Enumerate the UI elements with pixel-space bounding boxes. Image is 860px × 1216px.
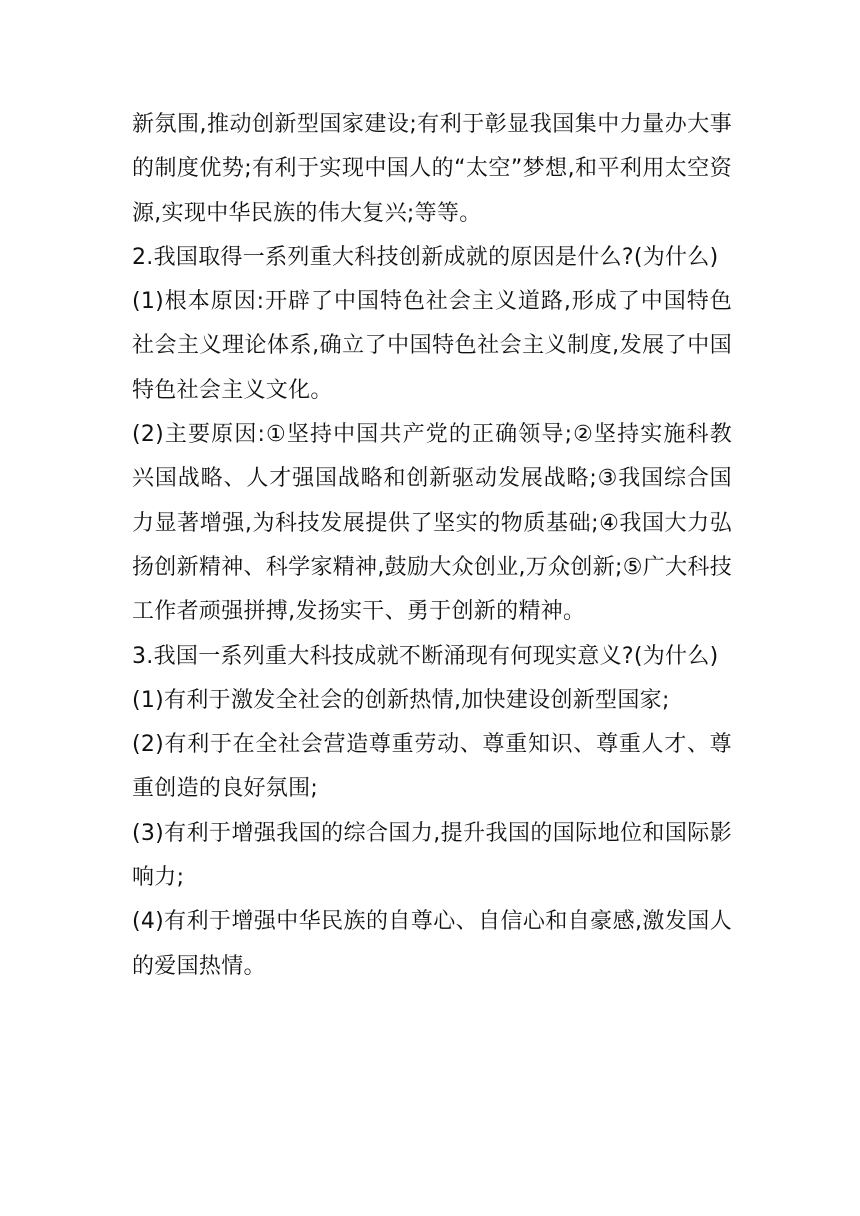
question-heading-3: 3.我国一系列重大科技成就不断涌现有何现实意义?(为什么) (132, 643, 719, 669)
significance-item-3: (3)有利于增强我国的综合国力,提升我国的国际地位和国际影响力; (132, 820, 732, 891)
question-heading-2: 2.我国取得一系列重大科技创新成就的原因是什么?(为什么) (132, 244, 719, 270)
significance-item-2: (2)有利于在全社会营造尊重劳动、尊重知识、尊重人才、尊重创造的良好氛围; (132, 732, 732, 802)
significance-item-1: (1)有利于激发全社会的创新热情,加快建设创新型国家; (132, 687, 670, 713)
significance-item-4: (4)有利于增强中华民族的自尊心、自信心和自豪感,激发国人的爱国热情。 (132, 909, 732, 979)
answer-item-2: (2)主要原因:①坚持中国共产党的正确领导;②坚持实施科教兴国战略、人才强国战略和创新驱动发展战略;③我国综合国力显著增强,为科技发展提供了坚实的物质基础;④我国大力弘扬创新精神、科学家精神,鼓励大众创业,万众创新;⑤广大科技工作者顽强拼搏,发扬实干、勇于创新的精神。 (132, 422, 732, 625)
document-body (132, 103, 732, 989)
paragraph-continuation: 新氛围,推动创新型国家建设;有利于彰显我国集中力量办大事的制度优势;有利于实现中国人的“太空”梦想,和平利用太空资源,实现中华民族的伟大复兴;等等。 (132, 112, 732, 226)
answer-item-1: (1)根本原因:开辟了中国特色社会主义道路,形成了中国特色社会主义理论体系,确立了中国特色社会主义制度,发展了中国特色社会主义文化。 (132, 289, 732, 403)
